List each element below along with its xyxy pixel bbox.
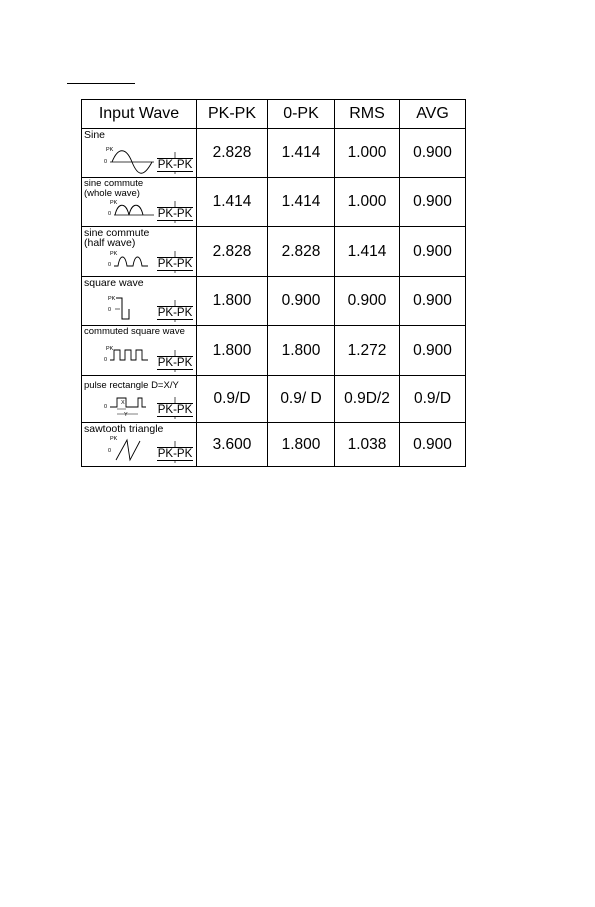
pkpk-label: PK-PK bbox=[157, 448, 193, 460]
pk-marker: PK bbox=[106, 346, 114, 352]
table-row bbox=[82, 178, 466, 227]
cell-rms: 0.900 bbox=[335, 277, 400, 326]
half-wave-rectified-icon bbox=[82, 227, 157, 277]
col-header-0-pk: 0-PK bbox=[268, 100, 335, 129]
cell-0-pk: 0.900 bbox=[268, 277, 335, 326]
cell-avg: 0.900 bbox=[400, 423, 466, 467]
zero-marker: 0 bbox=[108, 262, 112, 268]
wave-cell-sine-whole bbox=[82, 178, 197, 227]
pk-marker: PK bbox=[110, 251, 118, 257]
pulse-y-label: Y bbox=[124, 412, 128, 418]
cell-rms: 1.038 bbox=[335, 423, 400, 467]
cell-avg: 0.900 bbox=[400, 277, 466, 326]
zero-marker: 0 bbox=[108, 211, 112, 217]
cell-avg: 0.9/D bbox=[400, 376, 466, 423]
zero-marker: 0 bbox=[104, 357, 108, 363]
wave-cell-sine-half bbox=[82, 227, 197, 277]
waveform-conversion-table bbox=[81, 99, 466, 467]
wave-cell-commuted-square bbox=[82, 326, 197, 376]
wave-label: sine commute (whole wave) bbox=[84, 178, 144, 199]
wave-label: Sine bbox=[84, 129, 106, 141]
pkpk-indicator bbox=[157, 152, 193, 174]
sine-wave-icon bbox=[82, 129, 157, 178]
square-wave-icon bbox=[82, 277, 157, 326]
wave-cell-square bbox=[82, 277, 197, 326]
table-row bbox=[82, 277, 466, 326]
pk-marker: PK bbox=[108, 296, 116, 302]
wave-cell-sine bbox=[82, 129, 197, 178]
cell-rms: 1.000 bbox=[335, 129, 400, 178]
pkpk-label: PK-PK bbox=[157, 208, 193, 220]
wave-label: sawtooth triangle bbox=[84, 423, 164, 435]
wave-cell-pulse bbox=[82, 376, 197, 423]
pulse-x-label: X bbox=[121, 400, 125, 406]
cell-avg: 0.900 bbox=[400, 326, 466, 376]
header-row bbox=[82, 100, 466, 129]
pk-marker: PK bbox=[110, 200, 118, 206]
full-wave-rectified-icon bbox=[82, 178, 157, 227]
cell-pk-pk: 3.600 bbox=[197, 423, 268, 467]
pkpk-label: PK-PK bbox=[157, 258, 193, 270]
cell-avg: 0.900 bbox=[400, 178, 466, 227]
table-row bbox=[82, 376, 466, 423]
pkpk-indicator bbox=[157, 300, 193, 322]
cell-pk-pk: 0.9/D bbox=[197, 376, 268, 423]
wave-cell-sawtooth bbox=[82, 423, 197, 467]
pk-marker: PK bbox=[110, 436, 118, 442]
cell-pk-pk: 1.414 bbox=[197, 178, 268, 227]
cell-avg: 0.900 bbox=[400, 129, 466, 178]
cell-0-pk: 2.828 bbox=[268, 227, 335, 277]
cell-pk-pk: 1.800 bbox=[197, 277, 268, 326]
cell-rms: 1.000 bbox=[335, 178, 400, 227]
cell-pk-pk: 2.828 bbox=[197, 129, 268, 178]
wave-label: pulse rectangle D=X/Y bbox=[84, 380, 179, 391]
cell-pk-pk: 2.828 bbox=[197, 227, 268, 277]
pkpk-label: PK-PK bbox=[157, 357, 193, 369]
commuted-square-wave-icon bbox=[82, 326, 157, 376]
col-header-pk-pk: PK-PK bbox=[197, 100, 268, 129]
pkpk-indicator bbox=[157, 350, 193, 372]
wave-label: commuted square wave bbox=[84, 326, 185, 337]
pkpk-label: PK-PK bbox=[157, 159, 193, 171]
cell-pk-pk: 1.800 bbox=[197, 326, 268, 376]
col-header-rms: RMS bbox=[335, 100, 400, 129]
table-row bbox=[82, 326, 466, 376]
cell-0-pk: 1.800 bbox=[268, 326, 335, 376]
cell-0-pk: 0.9/ D bbox=[268, 376, 335, 423]
col-header-avg: AVG bbox=[400, 100, 466, 129]
wave-label: sine commute (half wave) bbox=[84, 227, 150, 249]
zero-marker: 0 bbox=[108, 307, 112, 313]
zero-marker: 0 bbox=[108, 448, 112, 454]
col-header-input-wave: Input Wave bbox=[82, 100, 197, 129]
cell-0-pk: 1.414 bbox=[268, 178, 335, 227]
pkpk-indicator bbox=[157, 201, 193, 223]
cell-0-pk: 1.800 bbox=[268, 423, 335, 467]
sawtooth-wave-icon bbox=[82, 423, 157, 467]
pkpk-indicator bbox=[157, 397, 193, 419]
table-row bbox=[82, 129, 466, 178]
zero-marker: 0 bbox=[104, 404, 108, 410]
zero-marker: 0 bbox=[104, 159, 108, 165]
cell-rms: 1.414 bbox=[335, 227, 400, 277]
pulse-rectangle-icon bbox=[82, 376, 157, 423]
cell-avg: 0.900 bbox=[400, 227, 466, 277]
header-rule bbox=[67, 83, 135, 84]
pkpk-label: PK-PK bbox=[157, 307, 193, 319]
pkpk-indicator bbox=[157, 251, 193, 273]
cell-rms: 0.9D/2 bbox=[335, 376, 400, 423]
pkpk-label: PK-PK bbox=[157, 404, 193, 416]
pk-marker: PK bbox=[106, 147, 114, 153]
cell-rms: 1.272 bbox=[335, 326, 400, 376]
wave-label: square wave bbox=[84, 277, 144, 289]
cell-0-pk: 1.414 bbox=[268, 129, 335, 178]
pkpk-indicator bbox=[157, 441, 193, 463]
table-row bbox=[82, 227, 466, 277]
table-row bbox=[82, 423, 466, 467]
